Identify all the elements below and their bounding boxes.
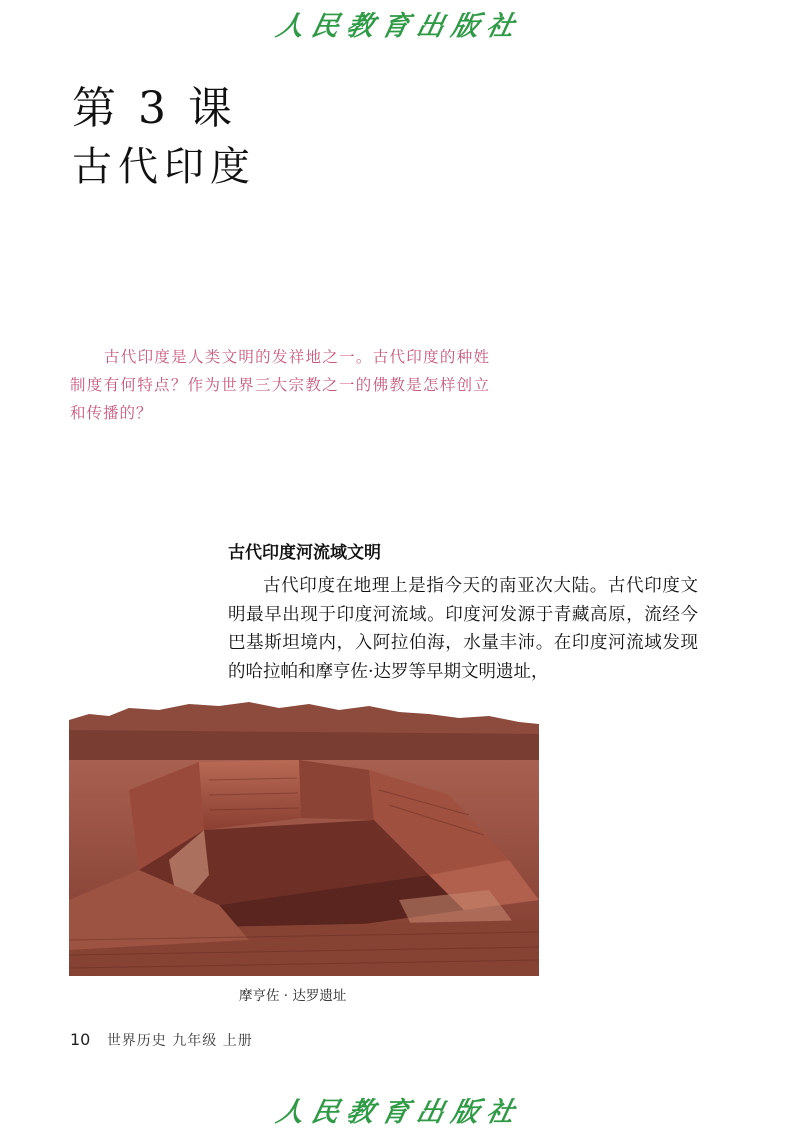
book-name: 世界历史 九年级 上册 [106,1033,253,1049]
lesson-intro: 古代印度是人类文明的发祥地之一。古代印度的种姓制度有何特点？作为世界三大宗教之一的佛教是怎样创立和传播的？ [70,348,490,422]
section-paragraph: 古代印度在地理上是指今天的南亚次大陆。古代印度文明最早出现于印度河流域。印度河发源于青藏高原，流经今巴基斯坦境内，入阿拉伯海，水量丰沛。在印度河流域发现的哈拉帕和摩亨佐·达罗等早期文明遗址， [228,576,698,682]
publisher-logo-bottom: 人民教育出版社 [273,1097,526,1128]
page-footer [70,1030,253,1050]
section-heading: 古代印度河流域文明 [228,543,381,563]
page-number: 10 [70,1030,91,1049]
photo-caption: 摩亨佐 · 达罗遗址 [239,988,347,1004]
publisher-logo-top: 人民教育出版社 [273,11,526,42]
ruins-illustration [69,700,539,976]
mohenjo-daro-photo [69,700,539,976]
lesson-title: 古代印度 [72,144,256,190]
lesson-number: 第 3 课 [72,83,236,134]
